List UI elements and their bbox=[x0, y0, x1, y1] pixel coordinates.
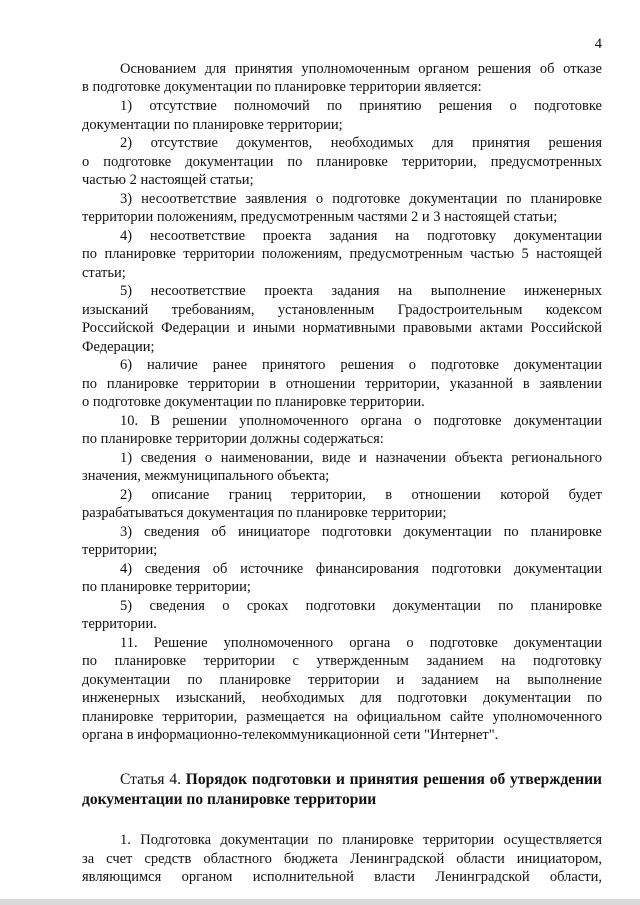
paragraph-line: по планировке территории положениям, предусмотренным частью 5 настоящей bbox=[82, 246, 602, 262]
paragraph-line: 4) несоответствие проекта задания на подготовку документации bbox=[120, 228, 602, 244]
paragraph-line: Федерации; bbox=[82, 339, 155, 355]
paragraph-line: частью 2 настоящей статьи; bbox=[82, 172, 254, 188]
paragraph-line: 4) сведения об источнике финансирования подготовки документации bbox=[120, 561, 602, 577]
paragraph-line: документации по планировке территории и заданием на выполнение bbox=[82, 672, 602, 688]
paragraph-line: 3) несоответствие заявления о подготовке документации по планировке bbox=[120, 191, 602, 207]
paragraph-line: 5) несоответствие проекта задания на выполнение инженерных bbox=[120, 283, 602, 299]
paragraph-line: разрабатываться документация по планировке территории; bbox=[82, 505, 447, 521]
paragraph-line: органа в информационно-телекоммуникационной сети "Интернет". bbox=[82, 727, 499, 743]
paragraph-line: 5) сведения о сроках подготовки документации по планировке bbox=[120, 598, 602, 614]
paragraph-line: 6) наличие ранее принятого решения о подготовке документации bbox=[120, 357, 602, 373]
paragraph-line: по планировке территории с утвержденным заданием на подготовку bbox=[82, 653, 602, 669]
paragraph-line: территории. bbox=[82, 616, 157, 632]
paragraph-line: территории; bbox=[82, 542, 158, 558]
paragraph-line: по планировке территории должны содержаться: bbox=[82, 431, 384, 447]
paragraph-line: изысканий требованиям, установленным Градостроительным кодексом bbox=[82, 302, 602, 318]
paragraph-line: 2) описание границ территории, в отношении которой будет bbox=[120, 487, 602, 503]
paragraph-line: статьи; bbox=[82, 265, 126, 281]
article-title-continued: документации по планировке территории bbox=[82, 791, 377, 808]
paragraph-line: по планировке территории в отношении территории, указанной в заявлении bbox=[82, 376, 602, 392]
paragraph-line: 1) отсутствие полномочий по принятию решения о подготовке bbox=[120, 98, 602, 114]
article-number: Статья 4. bbox=[120, 771, 181, 788]
paragraph-line: Российской Федерации и иными нормативными правовыми актами Российской bbox=[82, 320, 602, 336]
paragraph-line: по планировке территории; bbox=[82, 579, 251, 595]
article-title: Порядок подготовки и принятия решения об утверждении bbox=[185, 771, 602, 788]
paragraph-line: 1. Подготовка документации по планировке территории осуществляется bbox=[120, 832, 602, 848]
article-heading-line bbox=[82, 790, 602, 809]
paragraph-line: значения, межмуниципального объекта; bbox=[82, 468, 330, 484]
paragraph-line: 2) отсутствие документов, необходимых для принятия решения bbox=[120, 135, 602, 151]
paragraph-line: в подготовке документации по планировке территории является: bbox=[82, 79, 482, 95]
article-heading bbox=[120, 770, 602, 789]
paragraph-line: 3) сведения об инициаторе подготовки документации по планировке bbox=[120, 524, 602, 540]
scan-edge bbox=[0, 899, 640, 905]
paragraph-line: о подготовке документации по планировке территории, предусмотренных bbox=[82, 154, 602, 170]
paragraph-line: инженерных изысканий, необходимых для подготовки документации по bbox=[82, 690, 602, 706]
paragraph-line: 1) сведения о наименовании, виде и назначении объекта регионального bbox=[120, 450, 602, 466]
paragraph-line: Основанием для принятия уполномоченным органом решения об отказе bbox=[120, 61, 602, 77]
paragraph-line: 11. Решение уполномоченного органа о подготовке документации bbox=[120, 635, 602, 651]
paragraph-line: являющимся органом исполнительной власти Ленинградской области, bbox=[82, 869, 602, 885]
paragraph-line: планировке территории, размещается на официальном сайте уполномоченного bbox=[82, 709, 602, 725]
paragraph-line: 10. В решении уполномоченного органа о подготовке документации bbox=[120, 413, 602, 429]
page-number: 4 bbox=[594, 36, 602, 52]
paragraph-line: территории положениям, предусмотренным частями 2 и 3 настоящей статьи; bbox=[82, 209, 558, 225]
paragraph-line: за счет средств областного бюджета Ленинградской области инициатором, bbox=[82, 851, 602, 867]
paragraph-line: о подготовке документации по планировке территории. bbox=[82, 394, 425, 410]
paragraph-line: документации по планировке территории; bbox=[82, 117, 343, 133]
